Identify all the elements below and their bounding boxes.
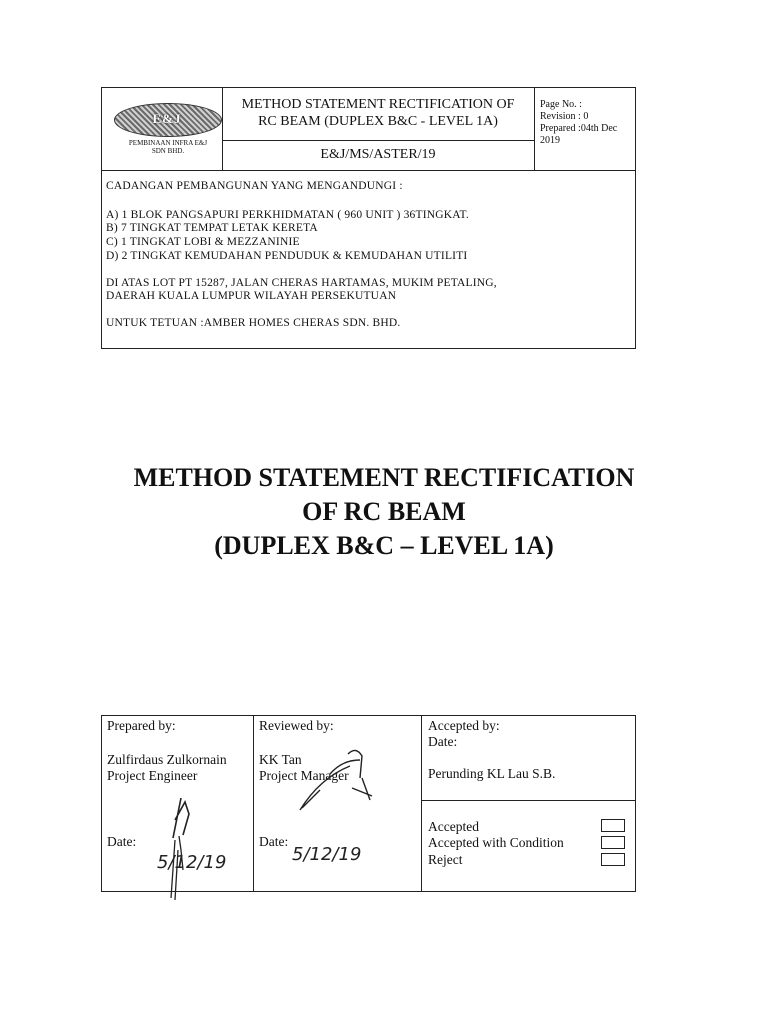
project-item-b: B) 7 TINGKAT TEMPAT LETAK KERETA — [106, 222, 318, 234]
page-no: Page No. : — [540, 99, 582, 110]
project-location-line1: DI ATAS LOT PT 15287, JALAN CHERAS HARTAMAS, MUKIM PETALING, — [106, 277, 497, 289]
reviewed-by-role: Project Manager — [259, 768, 349, 783]
reviewed-date-label: Date: — [259, 834, 289, 849]
option-accepted-label: Accepted — [428, 819, 479, 834]
option-reject-label: Reject — [428, 852, 463, 867]
project-item-a: A) 1 BLOK PANGSAPURI PERKHIDMATAN ( 960 UNIT ) 36TINGKAT. — [106, 209, 469, 221]
project-location-line2: DAERAH KUALA LUMPUR WILAYAH PERSEKUTUAN — [106, 290, 397, 302]
project-client: UNTUK TETUAN :AMBER HOMES CHERAS SDN. BHD. — [106, 317, 401, 329]
header-title: METHOD STATEMENT RECTIFICATION OF RC BEAM (DUPLEX B&C - LEVEL 1A) — [241, 97, 515, 129]
revision: Revision : 0 — [540, 111, 589, 122]
reviewed-signature — [290, 738, 390, 888]
reject-checkbox[interactable] — [601, 853, 625, 866]
prepared-by-label: Prepared by: — [107, 718, 176, 733]
page-title: METHOD STATEMENT RECTIFICATION OF RC BEAM (DUPLEX B&C – LEVEL 1A) — [133, 463, 635, 560]
option-accepted-with-condition-label: Accepted with Condition — [428, 835, 564, 850]
accepted-with-condition-checkbox[interactable] — [601, 836, 625, 849]
reviewed-handwritten-date: 5/12/19 — [292, 844, 362, 865]
project-intro: CADANGAN PEMBANGUNAN YANG MENGANDUNGI : — [106, 180, 403, 192]
logo-text: E&J — [152, 111, 182, 126]
accepted-by-label: Accepted by: — [428, 718, 500, 733]
prepared-by-role: Project Engineer — [107, 768, 198, 783]
company-name: PEMBINAAN INFRA E&J SDN BHD. — [128, 139, 208, 155]
accepting-firm: Perunding KL Lau S.B. — [428, 766, 556, 781]
project-item-c: C) 1 TINGKAT LOBI & MEZZANINIE — [106, 236, 300, 248]
project-item-d: D) 2 TINGKAT KEMUDAHAN PENDUDUK & KEMUDAHAN UTILITI — [106, 250, 468, 262]
prepared-by-name: Zulfirdaus Zulkornain — [107, 752, 227, 767]
reviewed-by-name: KK Tan — [259, 752, 302, 767]
prepared-date-label: Date: — [107, 834, 137, 849]
accepted-checkbox[interactable] — [601, 819, 625, 832]
prepared-year: 2019 — [540, 135, 560, 146]
page-info — [540, 99, 635, 147]
reviewed-by-label: Reviewed by: — [259, 718, 334, 733]
document-reference: E&J/MS/ASTER/19 — [320, 147, 436, 162]
accepted-date-label: Date: — [428, 734, 458, 749]
prepared-signature — [145, 780, 245, 900]
prepared-date: Prepared :04th Dec — [540, 123, 618, 134]
prepared-handwritten-date: 5/12/19 — [157, 852, 227, 873]
